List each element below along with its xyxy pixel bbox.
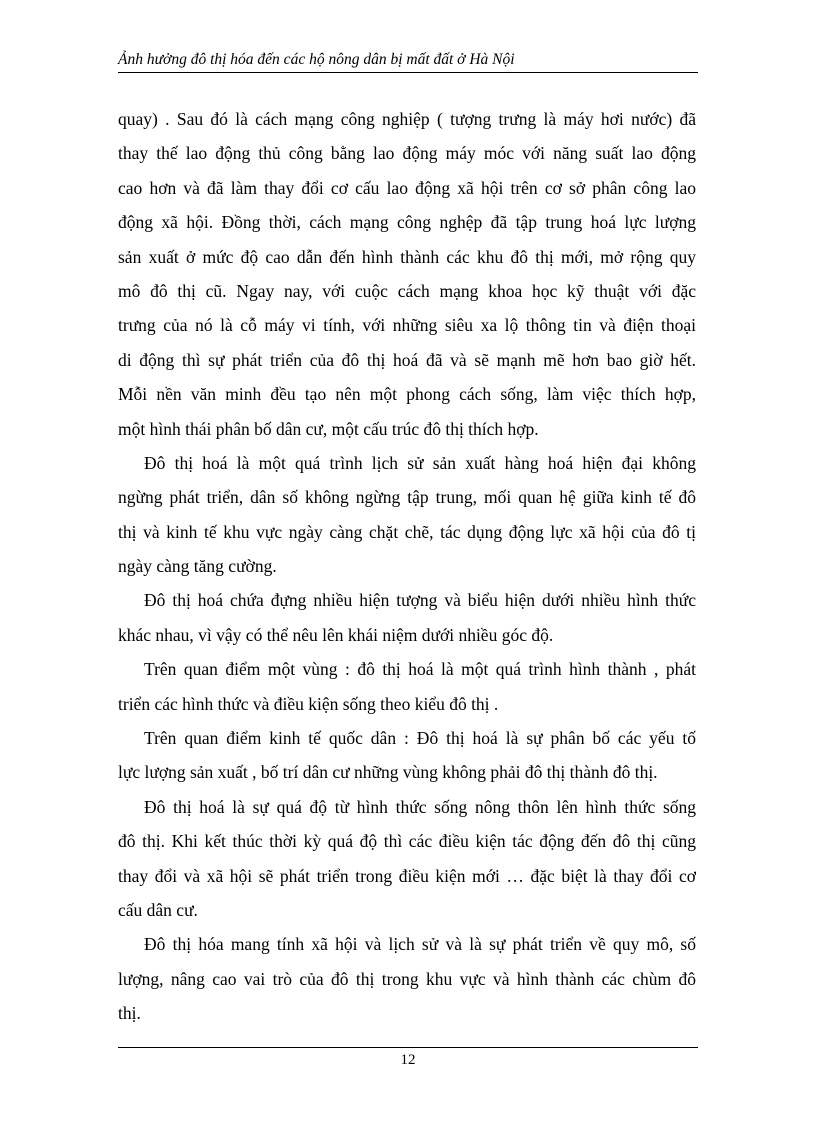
text-line: di động thì sự phát triển của đô thị hoá đã và sẽ mạnh mẽ hơn bao giờ hết. [118, 349, 696, 370]
text-line: thị. [118, 1003, 141, 1024]
text-line: Mỗi nền văn minh đều tạo nên một phong cách sống, làm việc thích hợp, [118, 384, 696, 405]
text-line: lượng, nâng cao vai trò của đô thị trong khu vực và hình thành các chùm đô [118, 968, 696, 989]
text-line: thay đổi và xã hội sẽ phát triển trong điều kiện mới … đặc biệt là thay đổi cơ [118, 865, 696, 886]
body-text [118, 102, 696, 1031]
text-line: sản xuất ở mức độ cao dẫn đến hình thành các khu đô thị mới, mở rộng quy [118, 246, 696, 267]
text-line: thay thế lao động thủ công bằng lao động máy móc với năng suất lao động [118, 143, 696, 164]
text-line: trưng của nó là cỗ máy vi tính, với những siêu xa lộ thông tin và điện thoại [118, 315, 696, 336]
text-line: động xã hội. Đồng thời, cách mạng công nghệp đã tập trung hoá lực lượng [118, 212, 696, 233]
text-line: ngày càng tăng cường. [118, 556, 277, 577]
text-line: đô thị. Khi kết thúc thời kỳ quá độ thì các điều kiện tác động đến đô thị cũng [118, 831, 696, 852]
text-line: Đô thị hoá là sự quá độ từ hình thức sống nông thôn lên hình thức sống [144, 796, 696, 817]
text-line: Trên quan điểm kinh tế quốc dân : Đô thị hoá là sự phân bố các yếu tố [144, 728, 696, 749]
text-line: quay) . Sau đó là cách mạng công nghiệp ( tượng trưng là máy hơi nước) đã [118, 109, 696, 129]
footer-divider [118, 1047, 698, 1048]
page-number: 12 [400, 1052, 416, 1068]
text-line: mô đô thị cũ. Ngay nay, với cuộc cách mạng khoa học kỹ thuật với đặc [118, 280, 696, 301]
text-line: cấu dân cư. [118, 899, 198, 920]
text-line: khác nhau, vì vậy có thể nêu lên khái niệm dưới nhiều góc độ. [118, 624, 554, 645]
text-line: lực lượng sản xuất , bố trí dân cư những vùng không phải đô thị thành đô thị. [118, 762, 658, 783]
text-line: một hình thái phân bố dân cư, một cấu trúc đô thị thích hợp. [118, 418, 539, 439]
text-line: Trên quan điểm một vùng : đô thị hoá là một quá trình hình thành , phát [144, 659, 696, 680]
header-divider [118, 72, 698, 73]
running-header: Ảnh hưởng đô thị hóa đến các hộ nông dân bị mất đất ở Hà Nội [118, 51, 515, 68]
text-line: Đô thị hoá chứa đựng nhiều hiện tượng và biểu hiện dưới nhiều hình thức [144, 590, 696, 611]
text-line: cao hơn và đã làm thay đổi cơ cấu lao động xã hội trên cơ sở phân công lao [118, 177, 696, 198]
text-line: ngừng phát triển, dân số không ngừng tập trung, mối quan hệ giữa kinh tế đô [118, 487, 696, 508]
text-line: Đô thị hoá là một quá trình lịch sử sản xuất hàng hoá hiện đại không [144, 452, 696, 473]
text-line: triển các hình thức và điều kiện sống theo kiểu đô thị . [118, 693, 499, 714]
text-line: Đô thị hóa mang tính xã hội và lịch sử và là sự phát triển về quy mô, số [144, 934, 696, 955]
text-line: thị và kinh tế khu vực ngày càng chặt chẽ, tác dụng động lực xã hội của đô tị [118, 521, 696, 542]
